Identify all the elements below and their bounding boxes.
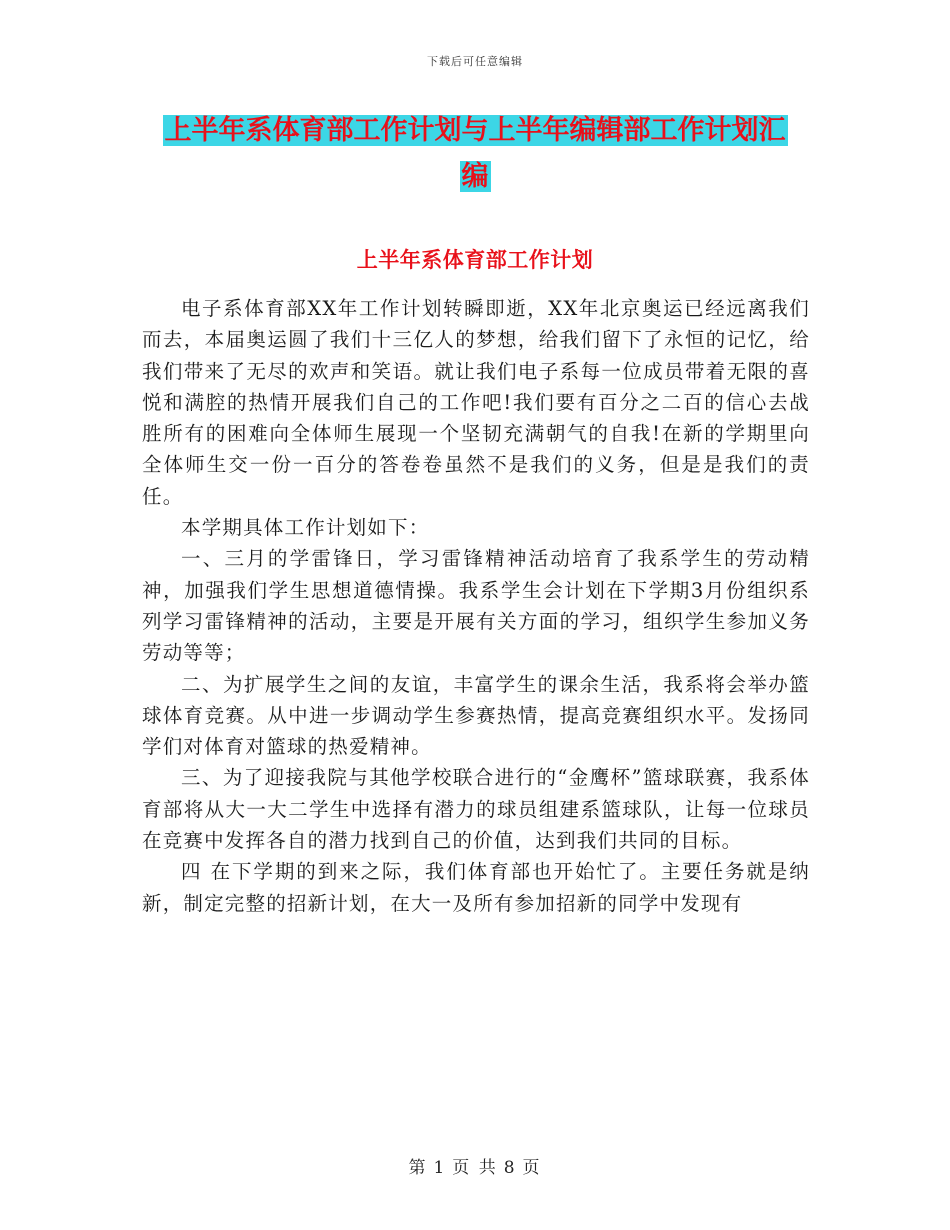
footer-suffix: 页: [522, 1158, 542, 1178]
paragraph: 本学期具体工作计划如下：: [181, 516, 430, 540]
paragraph: 二、为扩展学生之间的友谊，丰富学生的课余生活，我系将会举办篮球体育竞赛。从中进一步调动学生参赛热情，提高竞赛组织水平。发扬同学们对体育对篮球的热爱精神。: [142, 672, 810, 759]
document-title-line-1: 上半年系体育部工作计划与上半年编辑部工作计划汇: [164, 115, 786, 146]
body-text: [142, 293, 810, 919]
footer-prefix: 第: [408, 1158, 428, 1178]
document-title-line-2: 编: [461, 161, 489, 192]
section-title: 上半年系体育部工作计划: [356, 248, 594, 272]
header-note: 下载后可任意编辑: [427, 55, 523, 68]
page-number: 1: [433, 1158, 447, 1178]
paragraph: 一、三月的学雷锋日，学习雷锋精神活动培育了我系学生的劳动精神，加强我们学生思想道德情操。我系学生会计划在下学期3月份组织系列学习雷锋精神的活动，主要是开展有关方面的学习，组织学生参加义务劳动等等；: [142, 547, 810, 665]
paragraph: 三、为了迎接我院与其他学校联合进行的“金鹰杯”篮球联赛，我系体育部将从大一大二学生中选择有潜力的球员组建系篮球队，让每一位球员在竞赛中发挥各自的潜力找到自己的价值，达到我们共同的目标。: [142, 766, 810, 853]
document-title: [140, 108, 810, 200]
paragraph: 电子系体育部XX年工作计划转瞬即逝，XX年北京奥运已经远离我们而去，本届奥运圆了我们十三亿人的梦想，给我们留下了永恒的记忆，给我们带来了无尽的欢声和笑语。就让我们电子系每一位成员带着无限的喜悦和满腔的热情开展我们自己的工作吧!我们要有百分之二百的信心去战胜所有的困难向全体师生展现一个坚韧充满朝气的自我!在新的学期里向全体师生交一份一百分的答卷卷虽然不是我们的义务，但是是我们的责任。: [142, 297, 810, 508]
page-footer: [0, 1153, 950, 1178]
paragraph: 四 在下学期的到来之际，我们体育部也开始忙了。主要任务就是纳新，制定完整的招新计划，在大一及所有参加招新的同学中发现有: [142, 860, 810, 915]
page-total: 8: [503, 1158, 517, 1178]
footer-middle: 页 共: [452, 1158, 498, 1178]
